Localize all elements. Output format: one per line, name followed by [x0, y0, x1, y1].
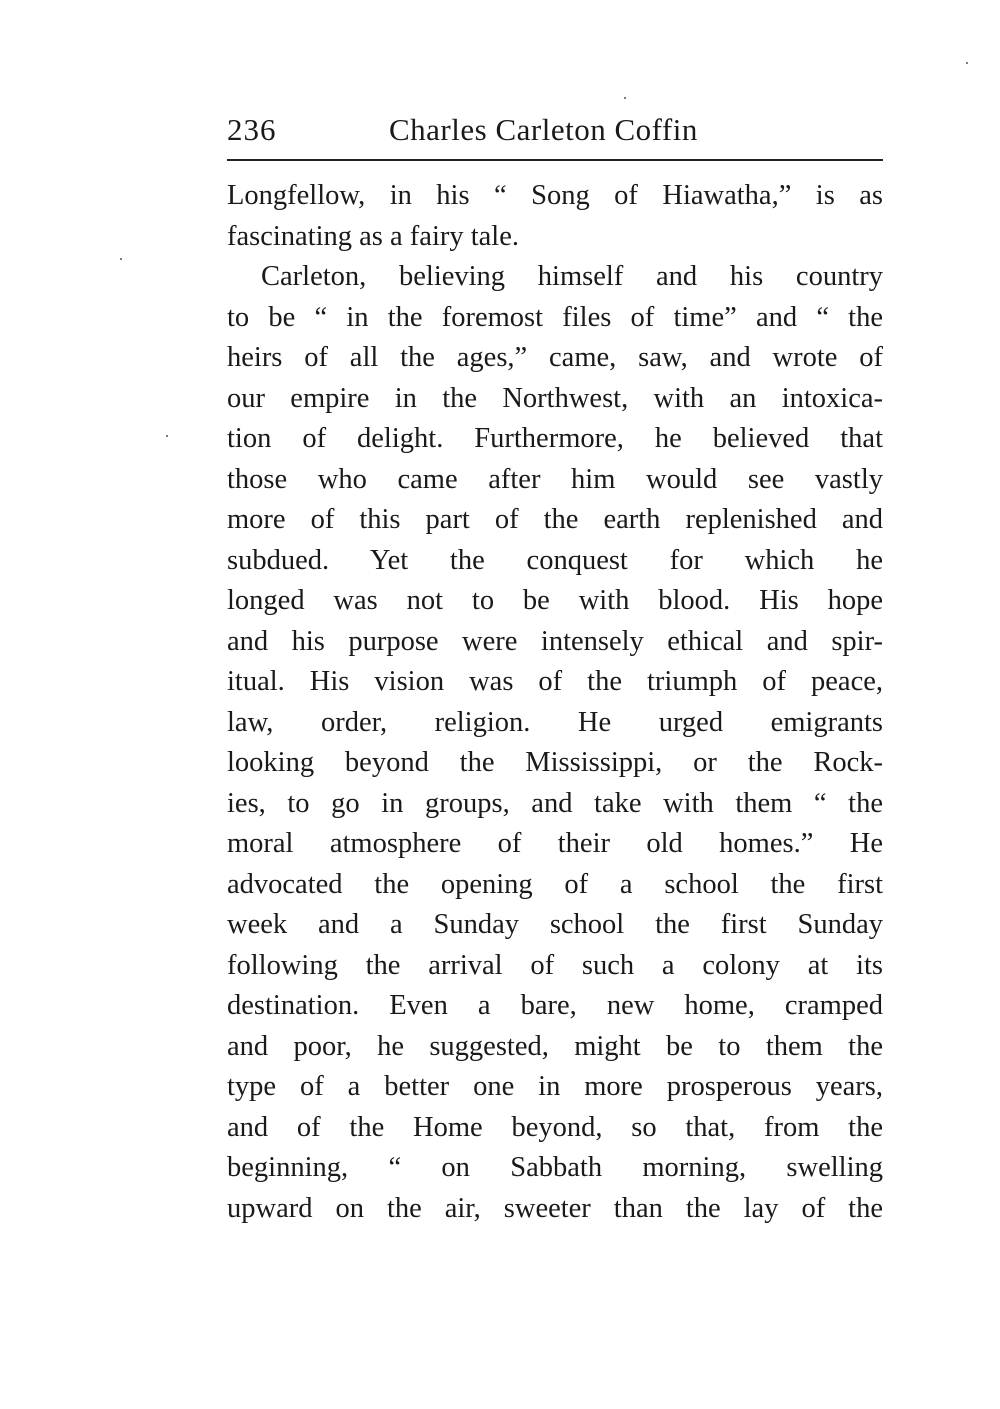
- text-line: destination. Even a bare, new home, cramped: [227, 990, 883, 1021]
- text-line: to be “ in the foremost files of time” and “ the: [227, 301, 883, 333]
- text-line: and of the Home beyond, so that, from the: [227, 1111, 883, 1143]
- text-line: upward on the air, sweeter than the lay of the: [227, 1192, 883, 1224]
- text-line: subdued. Yet the conquest for which he: [227, 544, 883, 576]
- text-line: law, order, religion. He urged emigrants: [227, 706, 883, 738]
- text-line: itual. His vision was of the triumph of peace,: [227, 666, 883, 697]
- text-line: tion of delight. Furthermore, he believed that: [227, 423, 883, 454]
- scan-speck: [120, 258, 122, 260]
- text-line: looking beyond the Mississippi, or the Rock-: [227, 747, 883, 778]
- scan-speck: [966, 62, 968, 64]
- text-line: beginning, “ on Sabbath morning, swelling: [227, 1152, 883, 1183]
- text-line: fascinating as a fairy tale.: [227, 220, 519, 252]
- page-header: [227, 108, 883, 152]
- text-line: week and a Sunday school the first Sunday: [227, 909, 883, 940]
- scan-speck: [624, 97, 626, 99]
- text-line: type of a better one in more prosperous years,: [227, 1071, 883, 1102]
- header-rule: [227, 159, 883, 161]
- running-title: Charles Carleton Coffin: [389, 112, 698, 147]
- text-line: moral atmosphere of their old homes.” He: [227, 828, 883, 859]
- text-line: and poor, he suggested, might be to them the: [227, 1030, 883, 1062]
- text-line: Carleton, believing himself and his country: [261, 261, 883, 292]
- scan-speck: [166, 435, 168, 437]
- text-line: Longfellow, in his “ Song of Hiawatha,” is as: [227, 180, 883, 211]
- text-line: following the arrival of such a colony at its: [227, 949, 883, 981]
- text-line: advocated the opening of a school the first: [227, 868, 883, 900]
- text-line: heirs of all the ages,” came, saw, and wrote of: [227, 342, 883, 373]
- text-line: those who came after him would see vastly: [227, 463, 883, 495]
- body-text: [227, 176, 883, 1229]
- text-line: and his purpose were intensely ethical and spir-: [227, 625, 883, 657]
- text-line: our empire in the Northwest, with an intoxica-: [227, 382, 883, 414]
- text-line: more of this part of the earth replenished and: [227, 504, 883, 535]
- text-line: ies, to go in groups, and take with them “ the: [227, 787, 883, 819]
- text-line: longed was not to be with blood. His hope: [227, 585, 883, 616]
- page-number: 236: [227, 112, 277, 147]
